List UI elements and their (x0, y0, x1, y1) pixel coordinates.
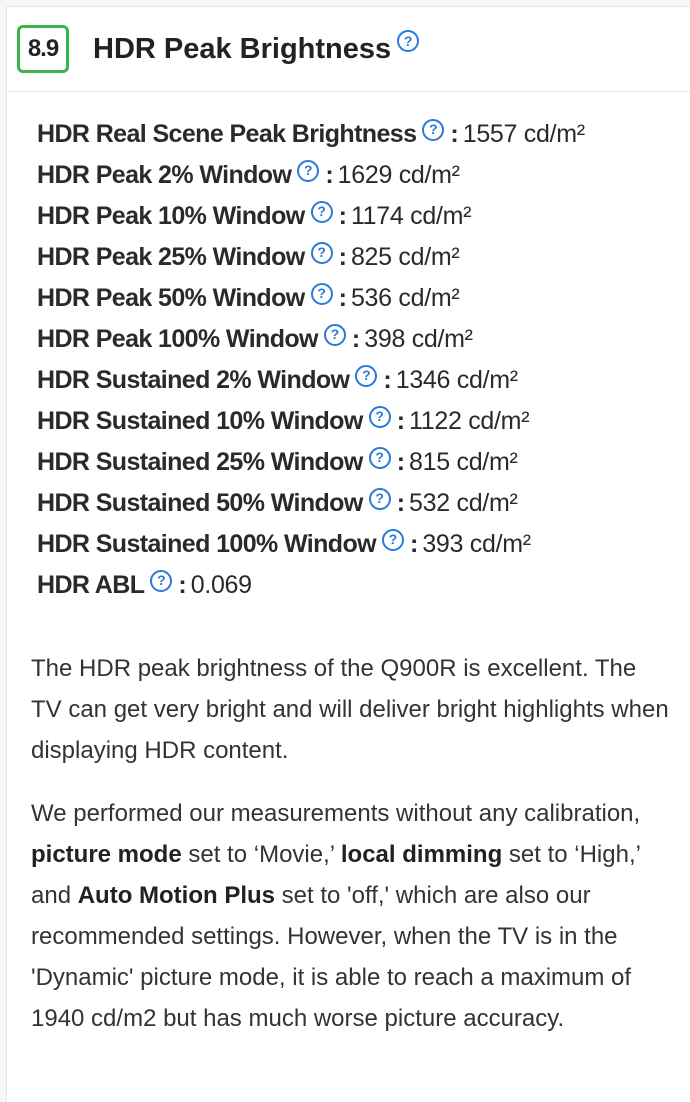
text-segment: set to 'off,' which are also our recommended settings. However, when the TV is in the 'Dynamic' picture mode, it is able to reach a maximum of 1940 cd/m2 but has much worse picture accuracy. (31, 882, 632, 1032)
spec-label: HDR Sustained 25% Window (37, 448, 363, 476)
spec-label: HDR Peak 50% Window (37, 284, 305, 312)
setting-name: Auto Motion Plus (77, 882, 276, 909)
help-icon[interactable]: ? (150, 570, 172, 592)
spec-label: HDR Sustained 2% Window (37, 366, 350, 394)
spec-colon: : (396, 448, 406, 476)
section-header (7, 7, 690, 92)
spec-row (37, 524, 690, 565)
spec-value: 0.069 (190, 571, 252, 599)
spec-row (37, 483, 690, 524)
spec-row (37, 360, 690, 401)
spec-label: HDR Sustained 100% Window (37, 530, 376, 558)
spec-label: HDR ABL (37, 571, 145, 599)
spec-colon: : (338, 284, 347, 312)
spec-label: HDR Peak 25% Window (37, 243, 305, 271)
spec-value: 393 cd/m² (422, 530, 531, 558)
spec-colon: : (178, 571, 187, 599)
spec-list (7, 92, 690, 606)
spec-label: HDR Peak 10% Window (37, 202, 305, 230)
help-icon[interactable]: ? (311, 242, 333, 264)
spec-row (37, 278, 690, 319)
setting-name: picture mode (31, 841, 182, 868)
spec-colon: : (396, 407, 406, 435)
spec-row (37, 155, 690, 196)
spec-row (37, 442, 690, 483)
help-icon[interactable]: ? (369, 406, 391, 428)
spec-label: HDR Sustained 50% Window (37, 489, 363, 517)
spec-row (37, 401, 690, 442)
spec-value: 1557 cd/m² (462, 120, 585, 148)
spec-colon: : (410, 530, 419, 558)
spec-colon: : (338, 243, 347, 271)
spec-row (37, 565, 690, 606)
help-icon[interactable]: ? (397, 30, 419, 52)
spec-row (37, 319, 690, 360)
spec-row (37, 237, 690, 278)
help-icon[interactable]: ? (355, 365, 377, 387)
section-title (93, 33, 419, 66)
spec-value: 536 cd/m² (350, 284, 460, 312)
section-title-text: HDR Peak Brightness (93, 32, 392, 65)
spec-colon: : (338, 202, 347, 230)
help-icon[interactable]: ? (297, 160, 319, 182)
help-icon[interactable]: ? (369, 447, 391, 469)
spec-label: HDR Peak 100% Window (37, 325, 318, 353)
help-icon[interactable]: ? (311, 283, 333, 305)
help-icon[interactable]: ? (324, 324, 346, 346)
spec-value: 815 cd/m² (409, 448, 518, 476)
spec-row (37, 196, 690, 237)
spec-colon: : (450, 120, 459, 148)
spec-row (37, 114, 690, 155)
text-segment: set to ‘Movie,’ (181, 841, 341, 868)
setting-name: local dimming (340, 841, 503, 868)
text-segment: We performed our measurements without any calibration, (31, 800, 641, 827)
help-icon[interactable]: ? (369, 488, 391, 510)
spec-colon: : (351, 325, 361, 353)
help-icon[interactable]: ? (311, 201, 333, 223)
spec-label: HDR Sustained 10% Window (37, 407, 363, 435)
text-segment: set to ‘High,’ and (31, 841, 641, 909)
spec-label: HDR Peak 2% Window (37, 161, 292, 189)
spec-colon: : (383, 366, 392, 394)
spec-value: 1174 cd/m² (350, 202, 472, 230)
help-icon[interactable]: ? (422, 119, 444, 141)
description-paragraph: The HDR peak brightness of the Q900R is excellent. The TV can get very bright and will deliver bright highlights when displaying HDR content. (31, 655, 669, 764)
review-card (6, 6, 690, 1102)
help-icon[interactable]: ? (382, 529, 404, 551)
spec-value: 1346 cd/m² (395, 366, 518, 394)
spec-value: 398 cd/m² (364, 325, 473, 353)
spec-value: 1122 cd/m² (409, 407, 530, 435)
spec-colon: : (396, 489, 406, 517)
spec-value: 532 cd/m² (409, 489, 518, 517)
score-badge: 8.9 (17, 25, 69, 73)
spec-value: 1629 cd/m² (337, 161, 460, 189)
spec-label: HDR Real Scene Peak Brightness (37, 120, 417, 148)
spec-colon: : (325, 161, 334, 189)
settings-paragraph (7, 793, 690, 1039)
spec-value: 825 cd/m² (350, 243, 460, 271)
